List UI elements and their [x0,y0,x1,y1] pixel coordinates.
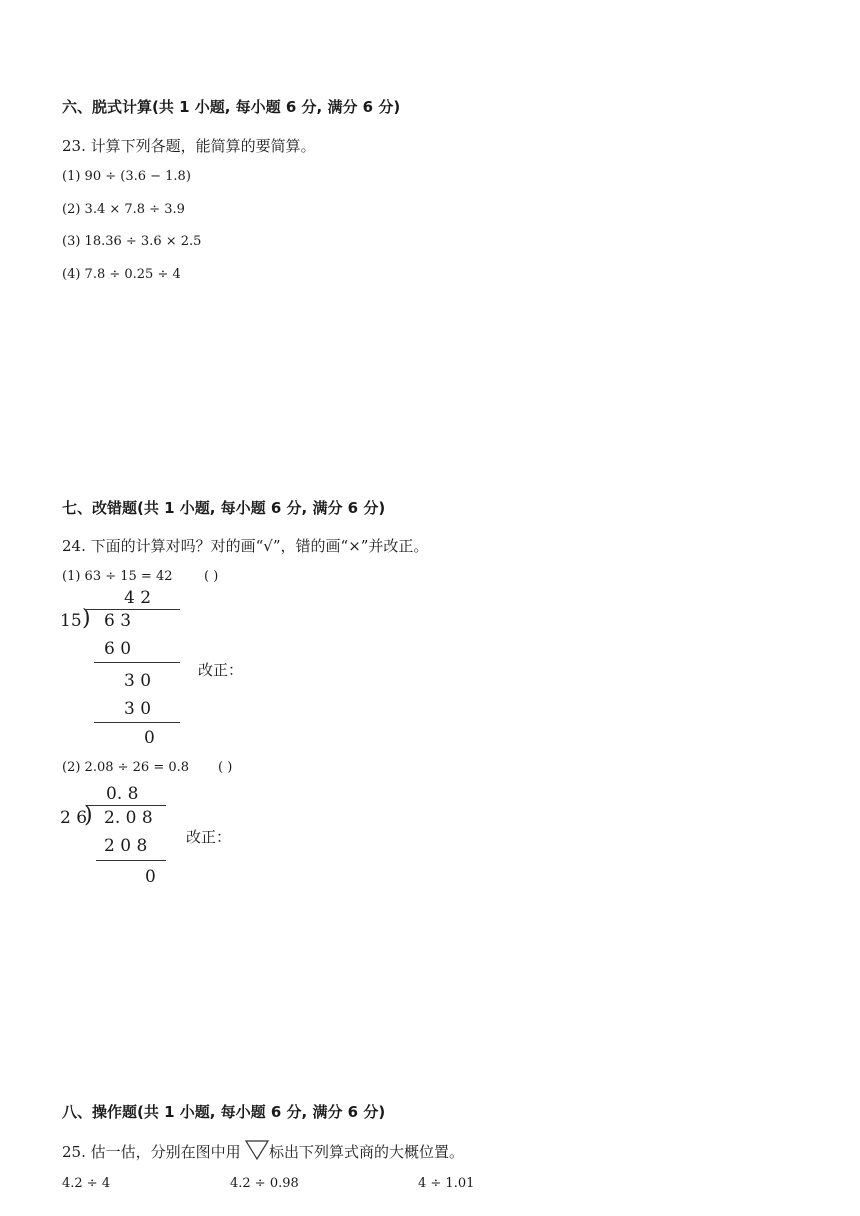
division-2-bar [86,805,166,806]
question-25-text-before: 25. 估一估，分别在图中用 [62,1143,241,1161]
question-23-text: 23. 计算下列各题，能简算的要简算。 [62,137,316,155]
section-6-heading: 六、脱式计算(共 1 小题, 每小题 6 分, 满分 6 分) [62,98,401,116]
down-triangle-icon [245,1140,269,1160]
division-2-rule-1 [96,860,166,861]
division-1-remainder-2: 0 [144,728,155,748]
expression-2: 4.2 ÷ 0.98 [230,1176,299,1191]
question-25-text-after: 标出下列算式商的大概位置。 [269,1143,465,1161]
division-2-step-1: 2 0 8 [104,836,148,856]
section-8-heading: 八、操作题(共 1 小题, 每小题 6 分, 满分 6 分) [62,1103,386,1121]
division-1-bracket: ) [82,606,91,631]
question-23-item-3: (3) 18.36 ÷ 3.6 × 2.5 [62,234,202,249]
division-1-rule-2 [94,722,180,723]
part-1-answer-paren: ( ) [204,569,219,584]
expression-1: 4.2 ÷ 4 [62,1176,111,1191]
division-1-step-2: 3 0 [124,699,152,719]
division-2-remainder-1: 0 [145,867,156,887]
division-1-step-1: 6 0 [104,639,132,659]
division-1-rule-1 [94,662,180,663]
division-2-divisor: 2 6 [60,808,88,828]
part-1-correction-label: 改正： [198,661,244,679]
division-1-bar [86,609,180,610]
question-23-item-2: (2) 3.4 × 7.8 ÷ 3.9 [62,202,185,217]
division-1-remainder-1: 3 0 [124,671,152,691]
section-7-heading: 七、改错题(共 1 小题, 每小题 6 分, 满分 6 分) [62,499,386,517]
division-1-quotient: 4 2 [124,588,152,608]
division-2-quotient: 0. 8 [106,784,139,804]
part-1-label: (1) 63 ÷ 15 = 42 [62,569,173,584]
division-2-dividend: 2. 0 8 [104,808,153,828]
question-23-item-1: (1) 90 ÷ (3.6 − 1.8) [62,169,191,184]
expression-3: 4 ÷ 1.01 [418,1176,475,1191]
question-23-item-4: (4) 7.8 ÷ 0.25 ÷ 4 [62,267,181,282]
question-24-text: 24. 下面的计算对吗？对的画“√”，错的画“×”并改正。 [62,537,429,555]
division-2-bracket: ) [84,803,93,828]
part-2-correction-label: 改正： [186,828,232,846]
part-2-answer-paren: ( ) [218,760,233,775]
part-2-label: (2) 2.08 ÷ 26 = 0.8 [62,760,190,775]
division-1-divisor: 15 [60,611,82,631]
division-1-dividend: 6 3 [104,611,132,631]
